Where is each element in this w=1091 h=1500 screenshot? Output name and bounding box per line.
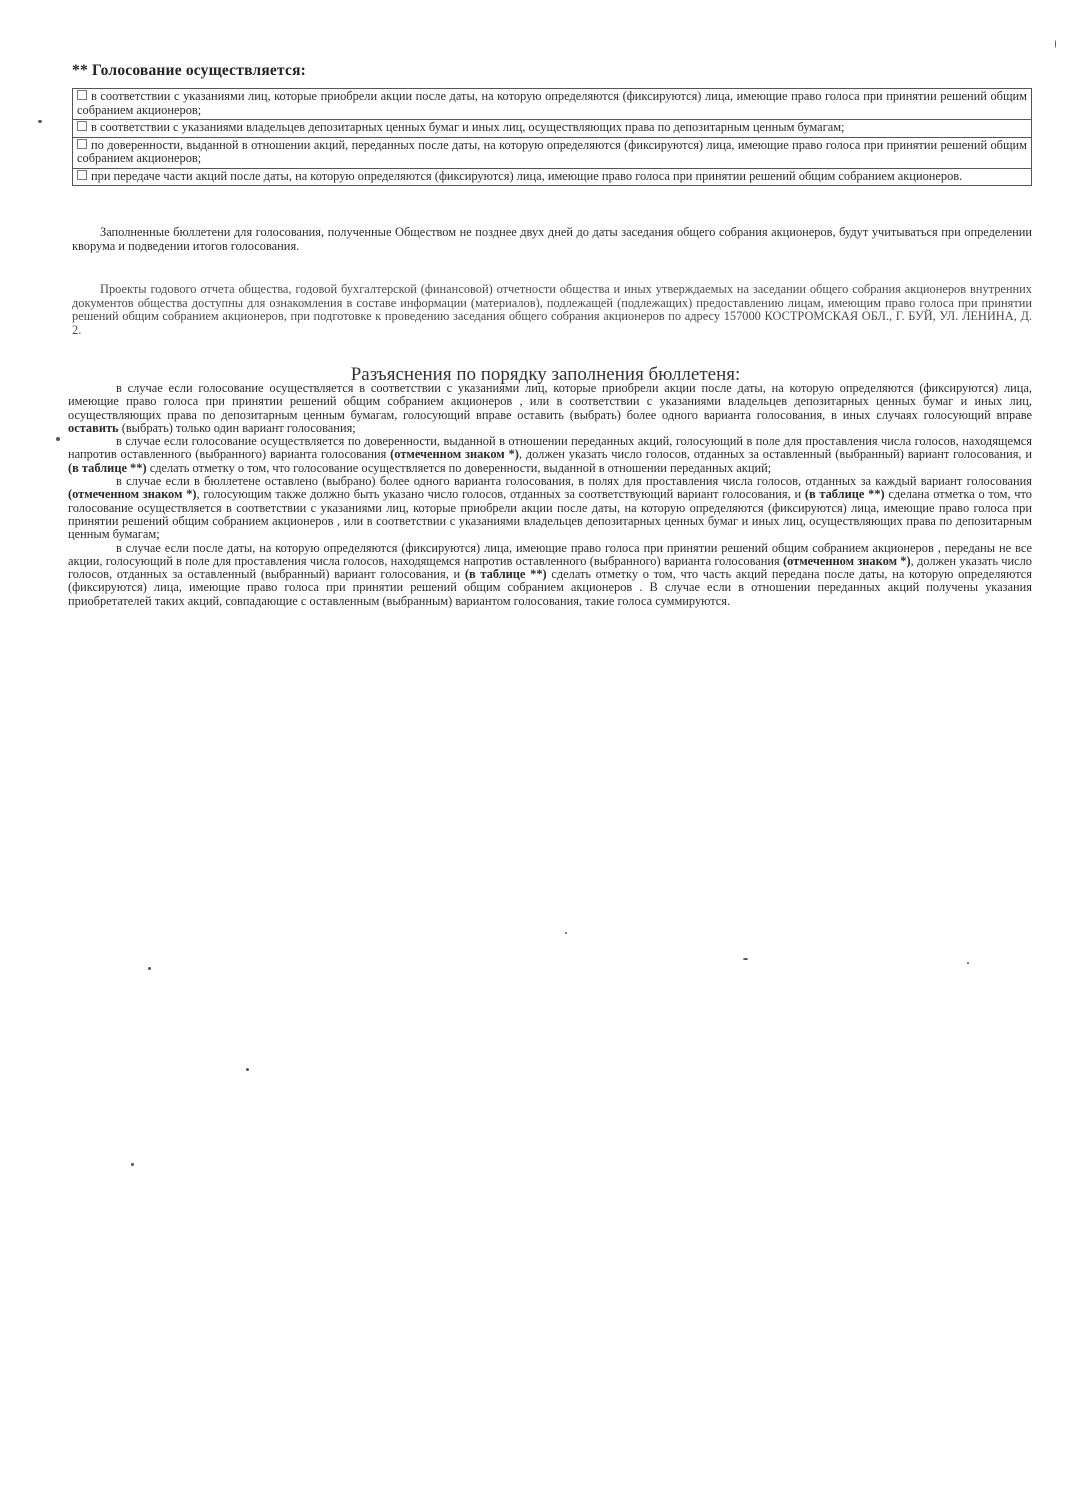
voting-option-cell bbox=[73, 168, 1032, 186]
voting-heading: ** Голосование осуществляется: bbox=[72, 62, 307, 79]
checkbox-icon[interactable] bbox=[77, 139, 87, 149]
explanation-text: сделана отметка о том, что голосование осуществляется в соответствии с указаниями лиц, которые приобрели акции после даты, на которую определяются (фиксируются) лица, имеющие право голоса при принятии решений общим собранием акционеров , или в соответствии с указаниями владельцев депозитарных ценных бумаг и иных лиц, осуществляющих права по депозитарным ценным бумагам; bbox=[68, 487, 1032, 542]
documents-note-text: Проекты годового отчета общества, годовой бухгалтерской (финансовой) отчетности общества и иных утверждаемых на заседании общего собрания акционеров внутренних документов общества доступны для ознакомления в составе информации (материалов), подлежащей (подлежащих) предоставлению лицам, имеющим право голоса при принятии решений общим собранием акционеров, при подготовке к проведению заседания общего собрания акционеров по адресу 157000 КОСТРОМСКАЯ ОБЛ., Г. БУЙ, УЛ. ЛЕНИНА, Д. 2. bbox=[72, 282, 1032, 337]
checkbox-icon[interactable] bbox=[77, 90, 87, 100]
scan-speck bbox=[56, 437, 60, 441]
voting-option-row bbox=[73, 137, 1032, 168]
explanation-text: , должен указать число голосов, отданных за оставленный (выбранный) вариант голосования, и bbox=[518, 447, 1032, 462]
checkbox-icon[interactable] bbox=[77, 170, 87, 180]
voting-option-cell bbox=[73, 120, 1032, 138]
scan-speck bbox=[1055, 40, 1056, 48]
explanation-text: , должен указать число голосов, отданных за оставленный (выбранный) вариант голосования, и bbox=[68, 553, 1032, 582]
quorum-note-text: Заполненные бюллетени для голосования, полученные Обществом не позднее двух дней до даты заседания общего собрания акционеров, будут учитываться при определении кворума и подведении итогов голосования. bbox=[72, 225, 1032, 253]
explanations-body bbox=[68, 382, 1032, 608]
explanations-title: Разъяснения по порядку заполнения бюллетеня: bbox=[350, 364, 741, 385]
voting-option-cell bbox=[73, 137, 1032, 168]
scan-speck bbox=[743, 958, 748, 960]
voting-option-label: по доверенности, выданной в отношении акций, переданных после даты, на которую определяются (фиксируются) лица, имеющие право голоса при принятии решений общим собранием акционеров; bbox=[77, 137, 1027, 165]
explanation-paragraph bbox=[68, 542, 1032, 608]
voting-option-label: при передаче части акций после даты, на которую определяются (фиксируются) лица, имеющие право голоса при принятии решений общим собранием акционеров. bbox=[91, 168, 963, 183]
explanation-emphasis: (отмеченном знаком *) bbox=[390, 447, 519, 462]
scan-speck bbox=[38, 120, 42, 123]
explanation-emphasis: (отмеченном знаком *) bbox=[68, 487, 197, 502]
explanation-text: в случае если в бюллетене оставлено (выбрано) более одного варианта голосования, в полях для проставления числа голосов, отданных за каждый вариант голосования bbox=[116, 474, 1032, 489]
explanation-emphasis: (отмеченном знаком *) bbox=[783, 553, 911, 568]
explanation-paragraph bbox=[68, 382, 1032, 435]
explanation-text: в случае если после даты, на которую определяются (фиксируются) лица, имеющие право голоса при принятии решений общим собранием акционеров , переданы не все акции, голосующий в поле для проставления числа голосов, находящемся напротив оставленного (выбранного) варианта голосования bbox=[68, 540, 1032, 568]
quorum-note bbox=[72, 226, 1032, 253]
voting-option-row bbox=[73, 89, 1032, 120]
scan-speck bbox=[131, 1163, 134, 1166]
explanation-text: (выбрать) только один вариант голосования; bbox=[118, 420, 356, 435]
scan-speck bbox=[565, 932, 567, 934]
documents-note bbox=[72, 283, 1032, 337]
explanation-text: в случае если голосование осуществляется по доверенности, выданной в отношении переданных акций, голосующий в поле для проставления числа голосов, находящемся напротив оставленного (выбранного) варианта голосования bbox=[68, 434, 1032, 462]
explanation-text: в случае если голосование осуществляется в соответствии с указаниями лиц, которые приобрели акции после даты, на которую определяются (фиксируются) лица, имеющие право голоса при принятии решений общим собранием акционеров , или в соответствии с указаниями владельцев депозитарных ценных бумаг и иных лиц, осуществляющих права по депозитарным ценным бумагам, голосующий вправе оставить (выбрать) более одного варианта голосования, в иных случаях голосующий вправе bbox=[68, 381, 1032, 422]
voting-option-label: в соответствии с указаниями владельцев депозитарных ценных бумаг и иных лиц, осуществляющих права по депозитарным ценным бумагам; bbox=[91, 120, 845, 134]
scan-speck bbox=[148, 967, 151, 970]
voting-option-label: в соответствии с указаниями лиц, которые приобрели акции после даты, на которую определяются (фиксируются) лица, имеющие право голоса при принятии решений общим собранием акционеров; bbox=[77, 89, 1027, 117]
explanation-text: сделать отметку о том, что голосование осуществляется по доверенности, выданной в отношении переданных акций; bbox=[146, 460, 772, 475]
voting-option-cell bbox=[73, 89, 1032, 120]
explanation-text: сделать отметку о том, что часть акций передана после даты, на которую определяются (фиксируются) лица, имеющие право голоса при принятии решений общим собранием акционеров . В случае если в отношении переданных акций получены указания приобретателей таких акций, совпадающие с оставленным (выбранным) вариантом голосования, такие голоса суммируются. bbox=[68, 567, 1032, 608]
explanation-text: , голосующим также должно быть указано число голосов, отданных за соответствующий вариант голосования, и bbox=[196, 487, 805, 502]
scan-speck bbox=[246, 1068, 249, 1071]
voting-options-table bbox=[72, 88, 1032, 186]
voting-option-row bbox=[73, 120, 1032, 138]
explanation-emphasis: (в таблице **) bbox=[68, 460, 147, 475]
explanation-emphasis: оставить bbox=[68, 420, 119, 435]
explanation-emphasis: (в таблице **) bbox=[804, 487, 885, 502]
explanation-paragraph bbox=[68, 475, 1032, 541]
voting-option-row bbox=[73, 168, 1032, 186]
scan-speck bbox=[967, 962, 969, 964]
explanation-paragraph bbox=[68, 435, 1032, 475]
checkbox-icon[interactable] bbox=[77, 121, 87, 131]
explanation-emphasis: (в таблице **) bbox=[464, 567, 547, 582]
